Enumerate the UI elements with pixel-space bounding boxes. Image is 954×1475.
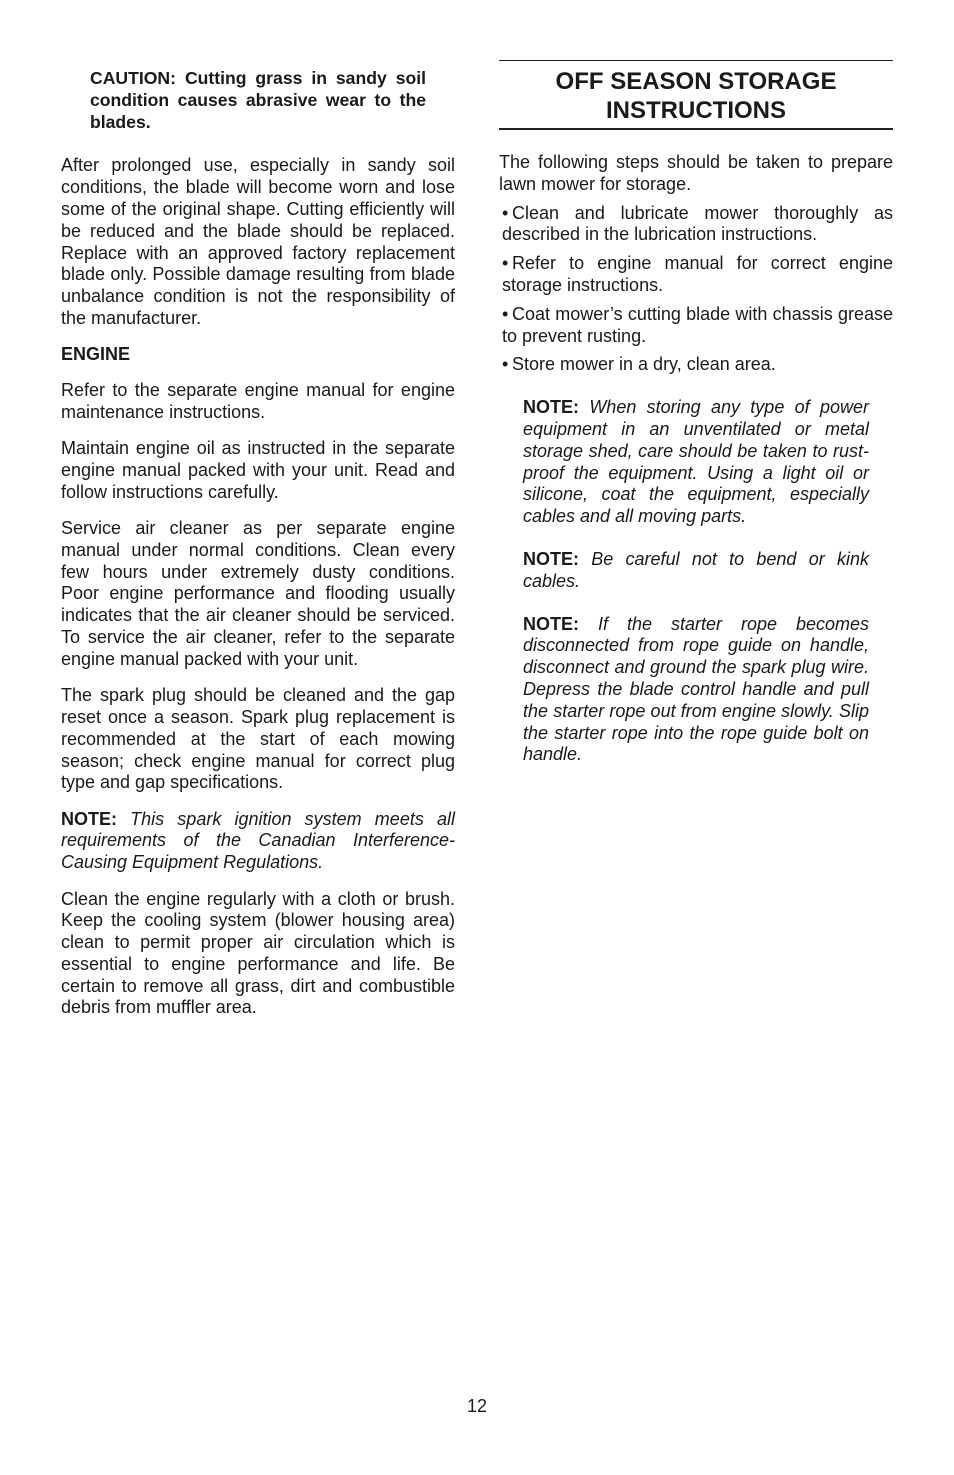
bullet-icon: • [502,202,509,223]
note-label: NOTE: [523,548,579,569]
note-text: When storing any type of power equipment in an unventilated or metal storage shed, care should be taken to rust-proof the equipment. Using a light oil or silicone, coat the equipment, especially cables and all moving parts. [523,397,869,527]
note-text: If the starter rope becomes disconnected from rope guide on handle, disconnect and ground the spark plug wire. Depress the blade control handle and pull the starter rope out from engine slowly. Slip the starter rope into the rope guide bolt on handle. [523,613,869,765]
right-column [499,60,893,787]
list-item-text: Store mower in a dry, clean area. [512,354,776,375]
list-item-text: Coat mower’s cutting blade with chassis grease to prevent rusting. [502,303,893,346]
page-number: 12 [466,1396,488,1416]
bullet-icon: • [502,253,509,274]
storage-notes [499,397,893,766]
spark-plug-paragraph: The spark plug should be cleaned and the gap reset once a season. Spark plug replacement is recommended at the start of each mowing season; check engine manual for correct plug type and gap specifications. [61,685,455,793]
list-item [499,203,893,247]
blade-wear-paragraph: After prolonged use, especially in sandy soil conditions, the blade will become worn and lose some of the original shape. Cutting efficiently will be reduced and the blade should be replaced. Replace with an approved factory replacement blade only. Possible damage resulting from blade unbalance condition is not the responsibility of the manufacturer. [61,155,455,328]
engine-oil-paragraph: Maintain engine oil as instructed in the separate engine manual packed with your unit. Read and follow instructions carefully. [61,438,455,502]
air-cleaner-paragraph: Service air cleaner as per separate engine manual under normal conditions. Clean every few hours under extremely dusty conditions. Poor engine performance and flooding usually indicates that the air cleaner should be serviced. To service the air cleaner, refer to the separate engine manual packed with your unit. [61,518,455,669]
bullet-icon: • [502,354,509,375]
note-text: Be careful not to bend or kink cables. [523,548,869,591]
left-column [61,68,455,1034]
list-item-text: Refer to engine manual for correct engine storage instructions. [502,253,893,295]
list-item [499,253,893,297]
note-label: NOTE: [523,397,579,418]
section-title: OFF SEASON STORAGE INSTRUCTIONS [499,60,893,130]
list-item-text: Clean and lubricate mower thoroughly as described in the lubrication instructions. [502,202,893,245]
list-item [499,304,893,348]
ignition-note [61,809,455,874]
note-label: NOTE: [61,808,117,829]
storage-steps-list [499,203,893,377]
engine-cleaning-paragraph: Clean the engine regularly with a cloth or brush. Keep the cooling system (blower housing area) clean to permit proper air circulation which is essential to engine performance and life. Be certain to remove all grass, dirt and combustible debris from muffler area. [61,888,455,1018]
storage-intro: The following steps should be taken to prepare lawn mower for storage. [499,152,893,194]
bullet-icon: • [502,303,509,324]
caution-text: CAUTION: Cutting grass in sandy soil condition causes abrasive wear to the blades. [90,68,426,132]
engine-manual-paragraph: Refer to the separate engine manual for engine maintenance instructions. [61,380,455,422]
storage-note-starter-rope [523,614,869,767]
storage-note-cables [523,549,869,593]
list-item [499,354,893,376]
note-text: This spark ignition system meets all requirements of the Canadian Interference-Causing Equipment Regulations. [61,808,455,873]
storage-note-rustproof [523,397,869,528]
note-label: NOTE: [523,613,579,634]
engine-heading: ENGINE [61,344,131,365]
